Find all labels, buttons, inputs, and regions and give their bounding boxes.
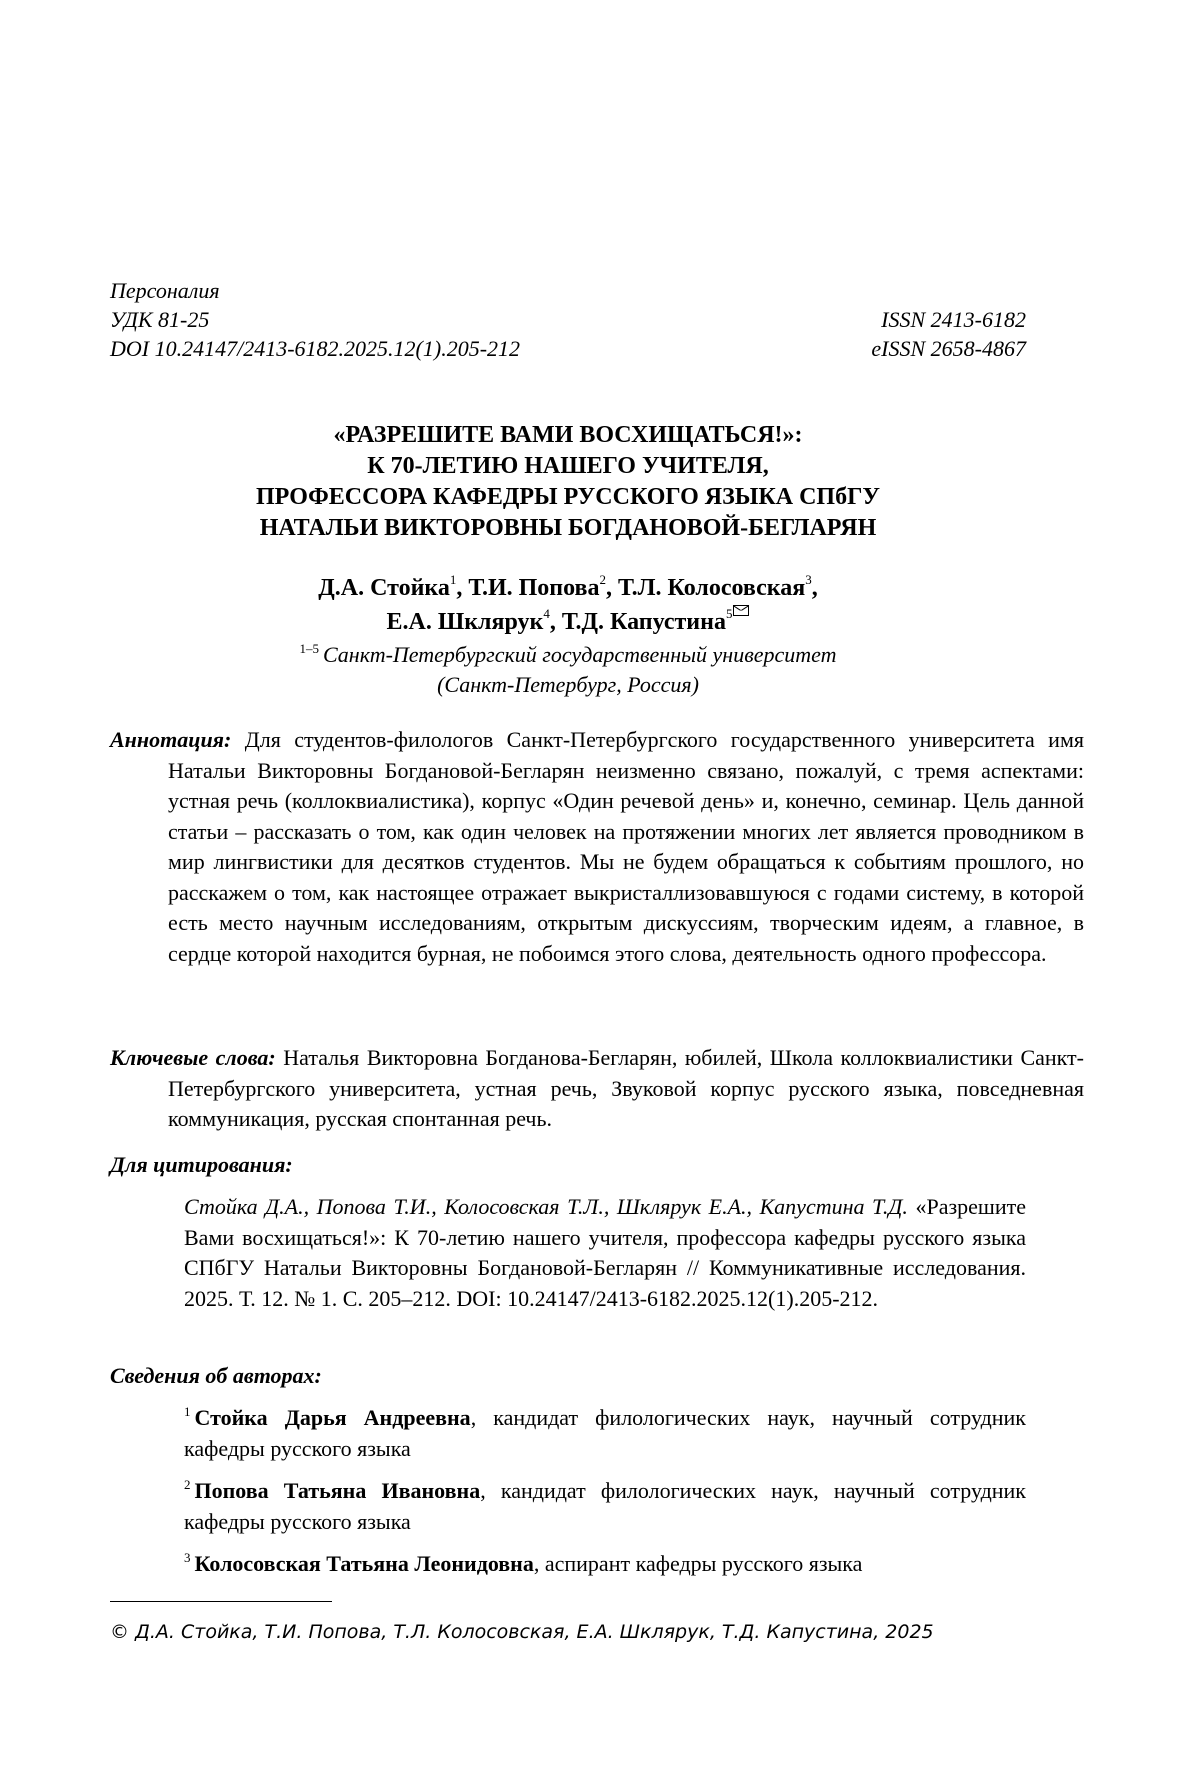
author-name: Д.А. Стойка <box>318 575 450 601</box>
author-affil-mark: 3 <box>805 572 812 587</box>
author-full-name: Попова Татьяна Ивановна <box>194 1478 481 1503</box>
article-page <box>110 0 1085 1779</box>
author-info-3: $^3$ Колосовская Татьяна Леонидовна, аспирант кафедры русского языка <box>184 1550 863 1576</box>
citation-authors: Стойка Д.А., Попова Т.И., Колосовская Т.Л., Шклярук Е.А., Капустина Т.Д. <box>184 1194 908 1219</box>
affiliation-location: (Санкт-Петербург, Россия) <box>437 672 699 697</box>
footnote-divider <box>110 1601 332 1602</box>
author-description: , аспирант кафедры русского языка <box>533 1551 863 1576</box>
affiliation-range: 1–5 <box>299 641 319 656</box>
title-line: НАТАЛЬИ ВИКТОРОВНЫ БОГДАНОВОЙ-БЕГЛАРЯН <box>259 515 877 541</box>
author-name: Т.Л. Колосовская <box>618 575 806 601</box>
issn: ISSN 2413-6182 <box>881 307 1026 332</box>
author-affil-mark: 2 <box>599 572 606 587</box>
title-line: ПРОФЕССОРА КАФЕДРЫ РУССКОГО ЯЗЫКА СПбГУ <box>256 484 880 510</box>
author-name: Е.А. Шклярук <box>386 609 544 635</box>
author-info-1: $^1$ Стойка Дарья Андреевна, кандидат филологических наук, научный сотрудник кафедры русского языка <box>184 1404 1026 1461</box>
keywords <box>110 1043 1084 1135</box>
author-line-2: Е.А. Шклярук$^4$, Т.Д. Капустина$^5$ <box>110 605 1026 639</box>
article-title <box>110 420 1026 544</box>
udk-code: УДК 81-25 <box>110 307 210 332</box>
author-info-2: $^2$ Попова Татьяна Ивановна, кандидат филологических наук, научный сотрудник кафедры русского языка <box>184 1477 1026 1534</box>
author-affil-mark: 1 <box>449 572 457 587</box>
author-line-1: Д.А. Стойка$^1$, Т.И. Попова$^2$, Т.Л. Колосовская$^3$, <box>318 572 818 601</box>
envelope-icon[interactable] <box>733 605 749 616</box>
author-full-name: Колосовская Татьяна Леонидовна <box>194 1551 534 1576</box>
title-line: К 70-ЛЕТИЮ НАШЕГО УЧИТЕЛЯ, <box>367 453 769 479</box>
author-affil-mark: 4 <box>543 606 550 621</box>
affiliation-name: Санкт-Петербургский государственный университет <box>322 642 837 667</box>
section-label: Персоналия <box>110 278 220 303</box>
doi: DOI 10.24147/2413-6182.2025.12(1).205-212 <box>110 336 521 361</box>
title-line: «РАЗРЕШИТЕ ВАМИ ВОСХИЩАТЬСЯ!»: <box>333 422 803 448</box>
keywords-label: Ключевые слова: <box>110 1045 276 1070</box>
author-description: , кандидат филологических наук, научный сотрудник кафедры русского языка <box>184 1405 1026 1461</box>
author-full-name: Стойка Дарья Андреевна <box>194 1405 471 1430</box>
author-name: Т.Д. Капустина <box>561 609 726 635</box>
eissn: eISSN 2658-4867 <box>871 336 1026 361</box>
affiliation <box>110 640 1026 700</box>
author-description: , кандидат филологических наук, научный сотрудник кафедры русского языка <box>184 1478 1026 1534</box>
citation-label: Для цитирования: <box>110 1152 293 1177</box>
author-list <box>110 571 1026 639</box>
abstract <box>110 725 1084 969</box>
about-authors-label: Сведения об авторах: <box>110 1363 322 1388</box>
author-affil-mark: 5 <box>725 606 733 621</box>
abstract-text: Для студентов-филологов Санкт-Петербургского государственного университета имя Натальи Викторовны Богдановой-Бегларян неизменно связано, пожалуй, с тремя аспектами: устная речь (коллоквиалистика), корпус «Один речевой день» и, конечно, семинар. Цель данной статьи – рассказать о том, как один человек на протяжении многих лет является проводником в мир лингвистики для десятков студентов. Мы не будем обращаться к событиям прошлого, но расскажем о том, как настоящее отражает выкристаллизовавшуюся с годами систему, в которой есть место научным исследованиям, открытым дискуссиям, творческим идеям, а главное, в сердце которой находится бурная, не побоимся этого слова, деятельность одного профессора. <box>168 727 1085 966</box>
citation-text: «Разрешите Вами восхищаться!»: К 70-летию нашего учителя, профессора кафедры русского языка СПбГУ Натальи Викторовны Богдановой-Бегларян // Коммуникативные исследования. 2025. Т. 12. № 1. С. 205–212. DOI: 10.24147/2413-6182.2025.12(1).205-212. <box>184 1194 1027 1311</box>
abstract-label: Аннотация: <box>110 727 232 752</box>
copyright-line: © Д.А. Стойка, Т.И. Попова, Т.Л. Колосовская, Е.А. Шклярук, Т.Д. Капустина, 2025 <box>110 1621 934 1643</box>
author-name: Т.И. Попова <box>468 575 600 601</box>
keywords-text: Наталья Викторовна Богданова-Бегларян, юбилей, Школа коллоквиалистики Санкт-Петербургского университета, устная речь, Звуковой корпус русского языка, повседневная коммуникация, русская спонтанная речь. <box>168 1045 1085 1131</box>
citation <box>110 1192 1026 1314</box>
